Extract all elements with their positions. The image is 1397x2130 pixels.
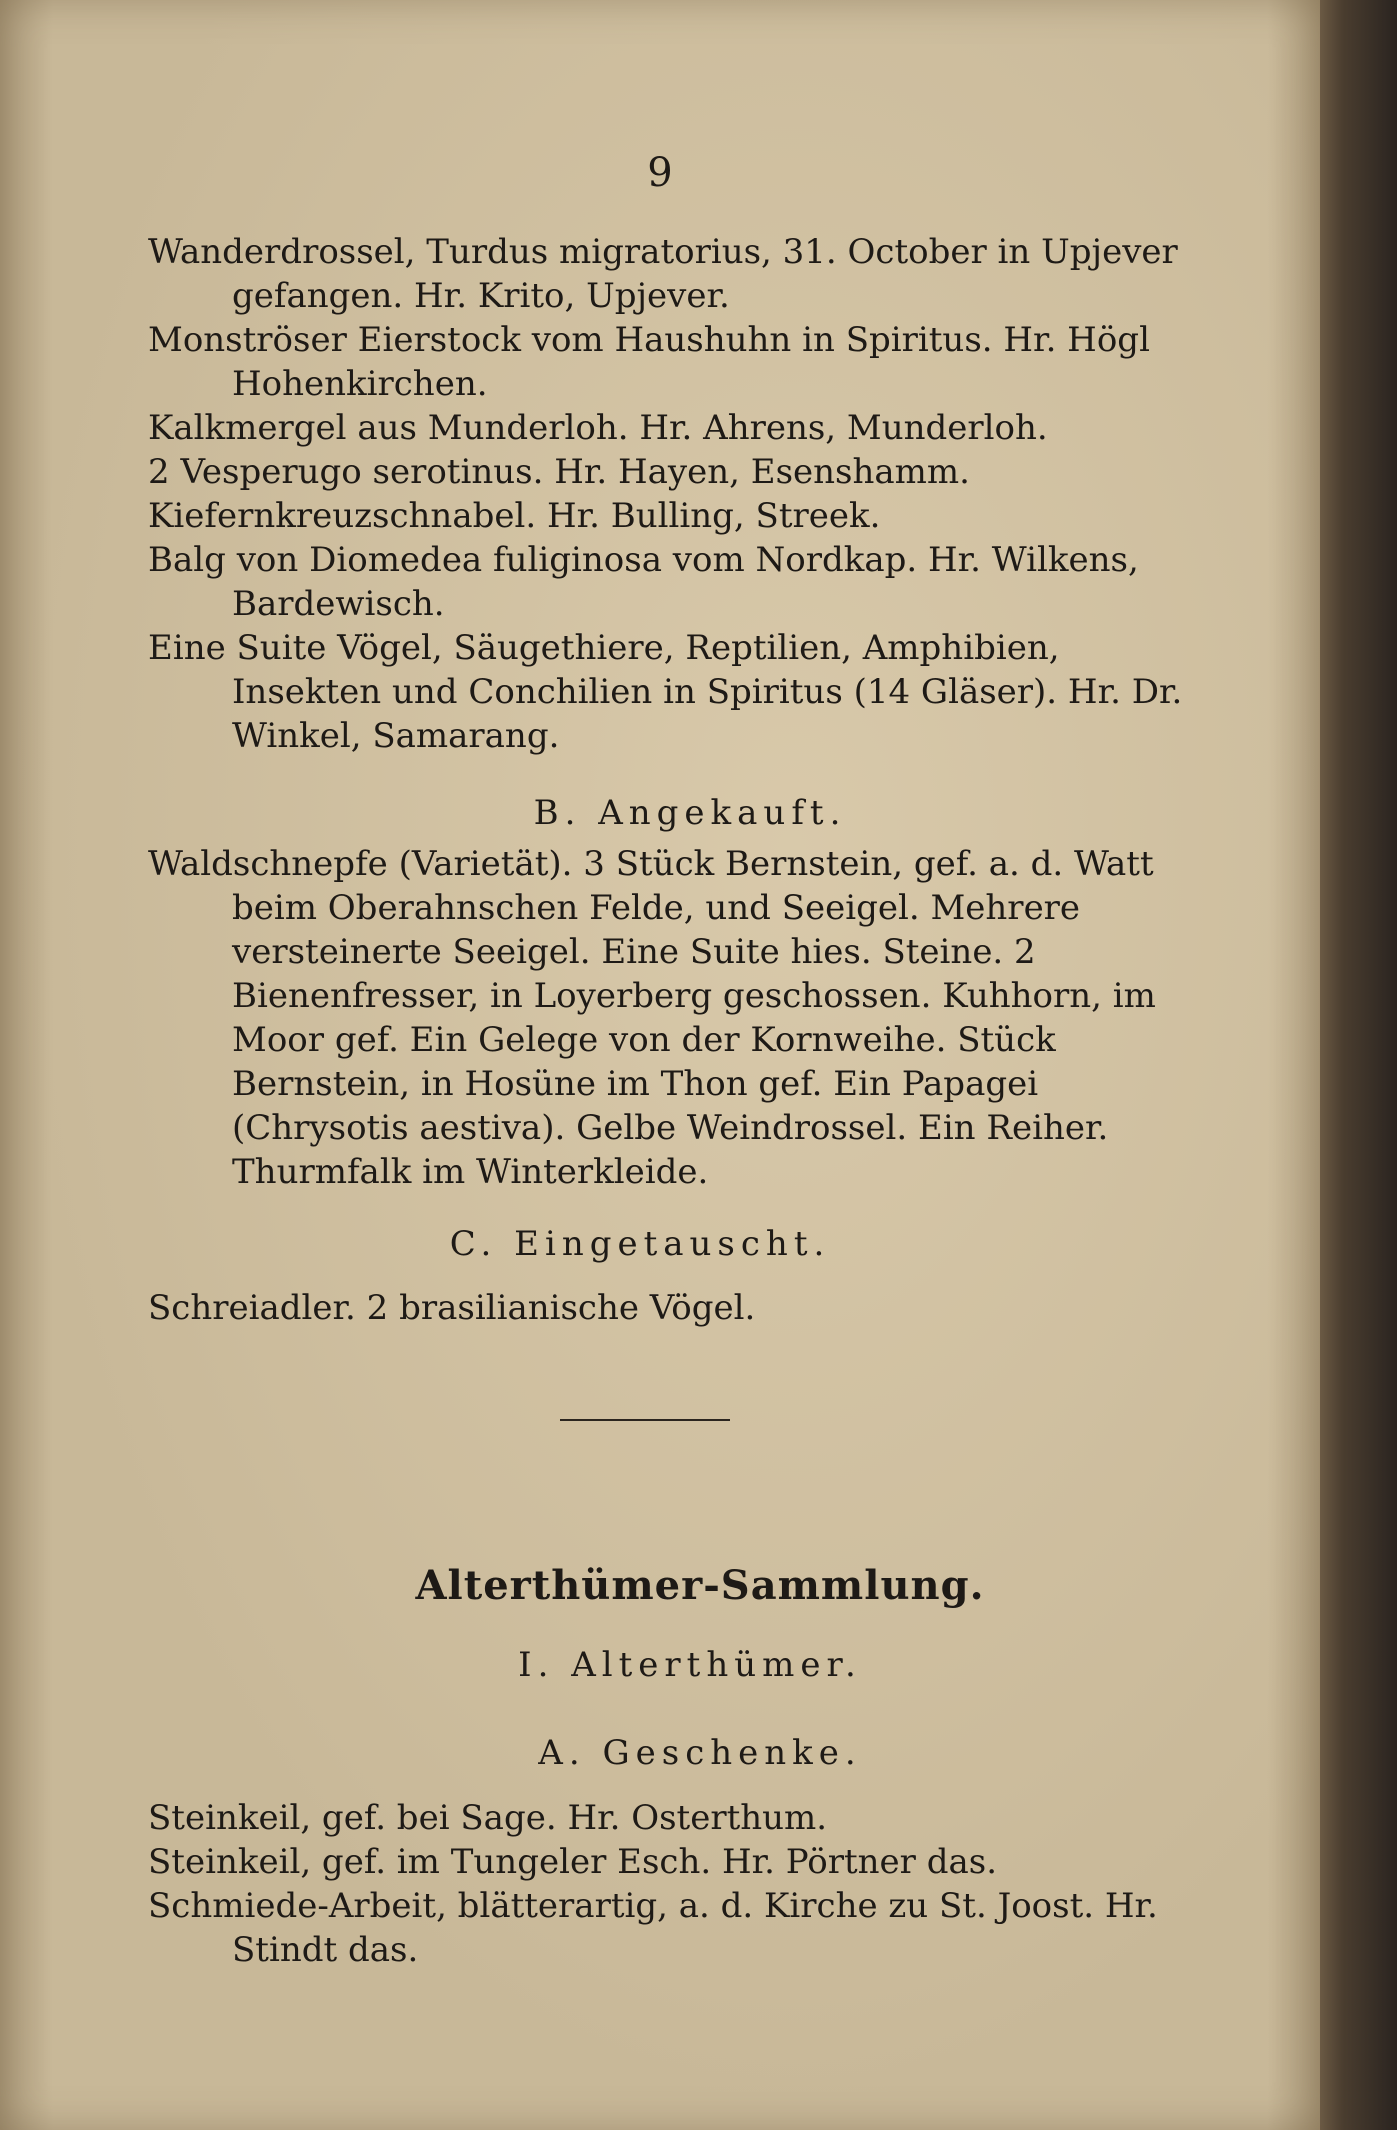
list-item: Schreiadler. 2 brasilianische Vögel.: [148, 1288, 756, 1328]
list-item: Monströser Eierstock vom Haushuhn in Spiritus. Hr. Högl Hohenkirchen.: [148, 320, 1150, 404]
list-item: Eine Suite Vögel, Säugethiere, Reptilien, Amphibien, Insekten und Conchilien in Spiritus (14 Gläser). Hr. Dr. Winkel, Samarang.: [148, 628, 1183, 756]
purchased-list: [148, 842, 1188, 1194]
book-edge: [1320, 0, 1397, 2130]
exchanged-list: [148, 1286, 1188, 1330]
antiquities-gifts-list: [148, 1796, 1188, 1972]
list-item: Waldschnepfe (Varietät). 3 Stück Bernstein, gef. a. d. Watt beim Oberahnschen Felde, und Seeigel. Mehrere versteinerte Seeigel. Eine Suite hies. Steine. 2 Bienenfresser, in Loyerberg geschossen. Kuhhorn, im Moor gef. Ein Gelege von der Kornweihe. Stück Bernstein, in Hosüne im Thon gef. Ein Papagei (Chrysotis aestiva). Gelbe Weindrossel. Ein Reiher. Thurmfalk im Winterkleide.: [148, 844, 1156, 1192]
list-item: Balg von Diomedea fuliginosa vom Nordkap. Hr. Wilkens, Bardewisch.: [148, 540, 1139, 624]
list-item: Schmiede-Arbeit, blätterartig, a. d. Kirche zu St. Joost. Hr. Stindt das.: [148, 1886, 1158, 1970]
list-item: 2 Vesperugo serotinus. Hr. Hayen, Esenshamm.: [148, 452, 970, 492]
list-item: Wanderdrossel, Turdus migratorius, 31. October in Upjever gefangen. Hr. Krito, Upjever.: [148, 232, 1178, 316]
gifts-list: [148, 230, 1188, 758]
section-b-heading: B. Angekauft.: [533, 793, 847, 833]
list-item: Kiefernkreuzschnabel. Hr. Bulling, Streek.: [148, 496, 881, 536]
divider: [560, 1419, 730, 1421]
page-number: 9: [647, 150, 673, 196]
subsection-heading: I. Alterthümer.: [518, 1645, 862, 1685]
gifts-heading: A. Geschenke.: [538, 1733, 862, 1773]
section-c-heading: C. Eingetauscht.: [449, 1224, 831, 1264]
collection-title: Alterthümer-Sammlung.: [415, 1562, 985, 1609]
list-item: Steinkeil, gef. im Tungeler Esch. Hr. Pörtner das.: [148, 1842, 998, 1882]
list-item: Kalkmergel aus Munderloh. Hr. Ahrens, Munderloh.: [148, 408, 1048, 448]
list-item: Steinkeil, gef. bei Sage. Hr. Osterthum.: [148, 1798, 828, 1838]
